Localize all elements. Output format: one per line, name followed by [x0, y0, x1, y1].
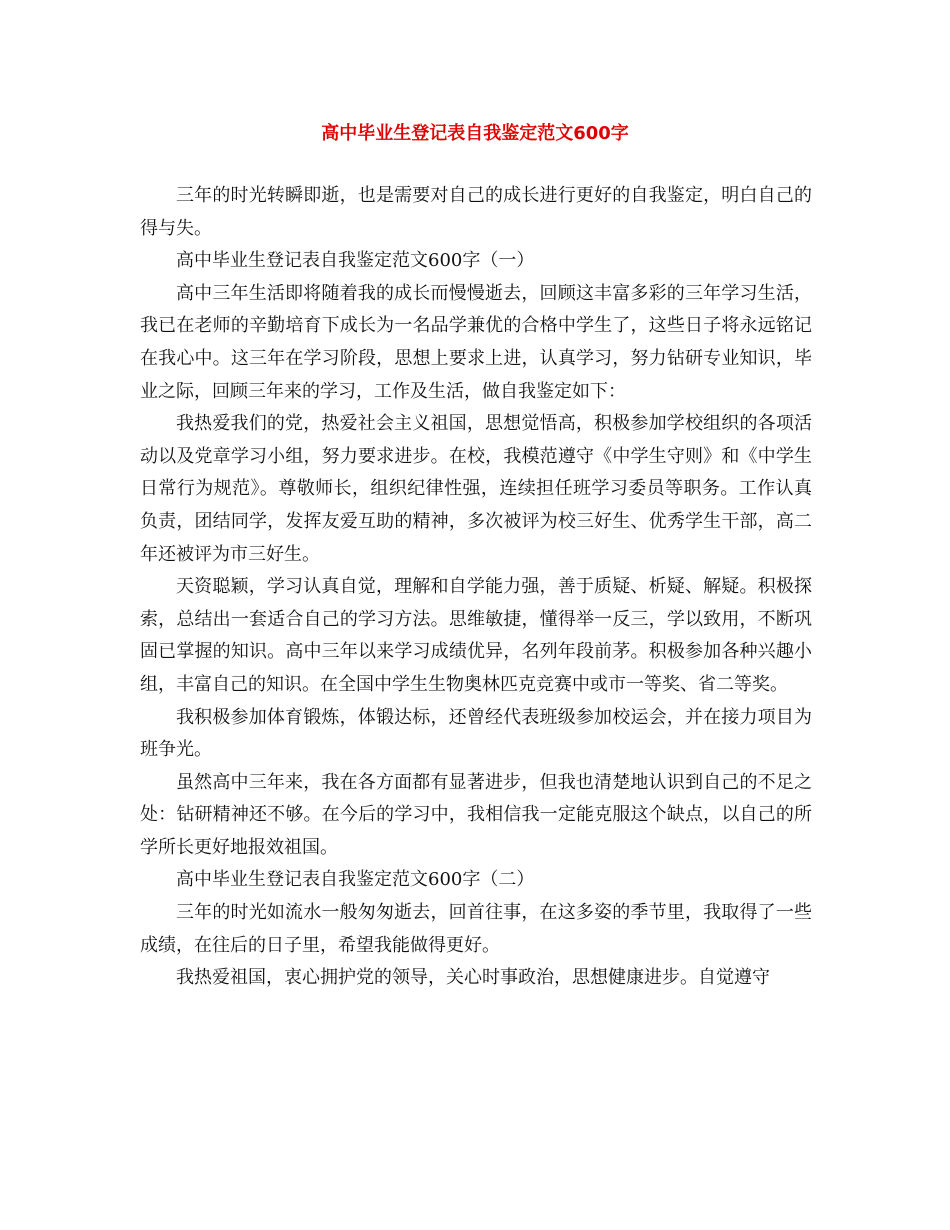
document-title: 高中毕业生登记表自我鉴定范文600字 [321, 123, 629, 144]
body-paragraph: 我热爱我们的党，热爱社会主义祖国，思想觉悟高，积极参加学校组织的各项活动以及党章学习小组，努力要求进步。在校，我模范遵守《中学生守则》和《中学生日常行为规范》。尊敬师长，组织纪律性强，连续担任班学习委员等职务。工作认真负责，团结同学，发挥友爱互助的精神，多次被评为校三好生、优秀学生干部，高二年还被评为市三好生。 [140, 413, 812, 565]
body-paragraph: 高中三年生活即将随着我的成长而慢慢逝去，回顾这丰富多彩的三年学习生活，我已在老师的辛勤培育下成长为一名品学兼优的合格中学生了，这些日子将永远铭记在我心中。这三年在学习阶段，思想上要求上进，认真学习，努力钻研专业知识，毕业之际，回顾三年来的学习，工作及生活，做自我鉴定如下： [140, 282, 812, 402]
body-paragraph: 三年的时光如流水一般匆匆逝去，回首往事，在这多姿的季节里，我取得了一些成绩，在往后的日子里，希望我能做得更好。 [140, 902, 812, 956]
body-paragraph: 我热爱祖国，衷心拥护党的领导，关心时事政治，思想健康进步。自觉遵守 [176, 967, 770, 989]
body-paragraph: 我积极参加体育锻炼，体锻达标，还曾经代表班级参加校运会，并在接力项目为班争光。 [140, 706, 812, 761]
intro-paragraph: 三年的时光转瞬即逝，也是需要对自己的成长进行更好的自我鉴定，明白自己的得与失。 [140, 185, 812, 239]
body-paragraph: 天资聪颖，学习认真自觉，理解和自学能力强，善于质疑、析疑、解疑。积极探索，总结出一套适合自己的学习方法。思维敏捷，懂得举一反三，学以致用，不断巩固已掌握的知识。高中三年以来学习成绩优异，名列年段前茅。积极参加各种兴趣小组，丰富自己的知识。在全国中学生生物奥林匹克竞赛中或市一等奖、省二等奖。 [140, 576, 812, 695]
document-body [140, 180, 812, 995]
section-heading-2: 高中毕业生登记表自我鉴定范文600字（二） [176, 869, 535, 891]
body-paragraph: 虽然高中三年来，我在各方面都有显著进步，但我也清楚地认识到自己的不足之处：钻研精神还不够。在今后的学习中，我相信我一定能克服这个缺点，以自己的所学所长更好地报效祖国。 [140, 771, 812, 858]
section-heading-1: 高中毕业生登记表自我鉴定范文600字（一） [176, 250, 535, 272]
